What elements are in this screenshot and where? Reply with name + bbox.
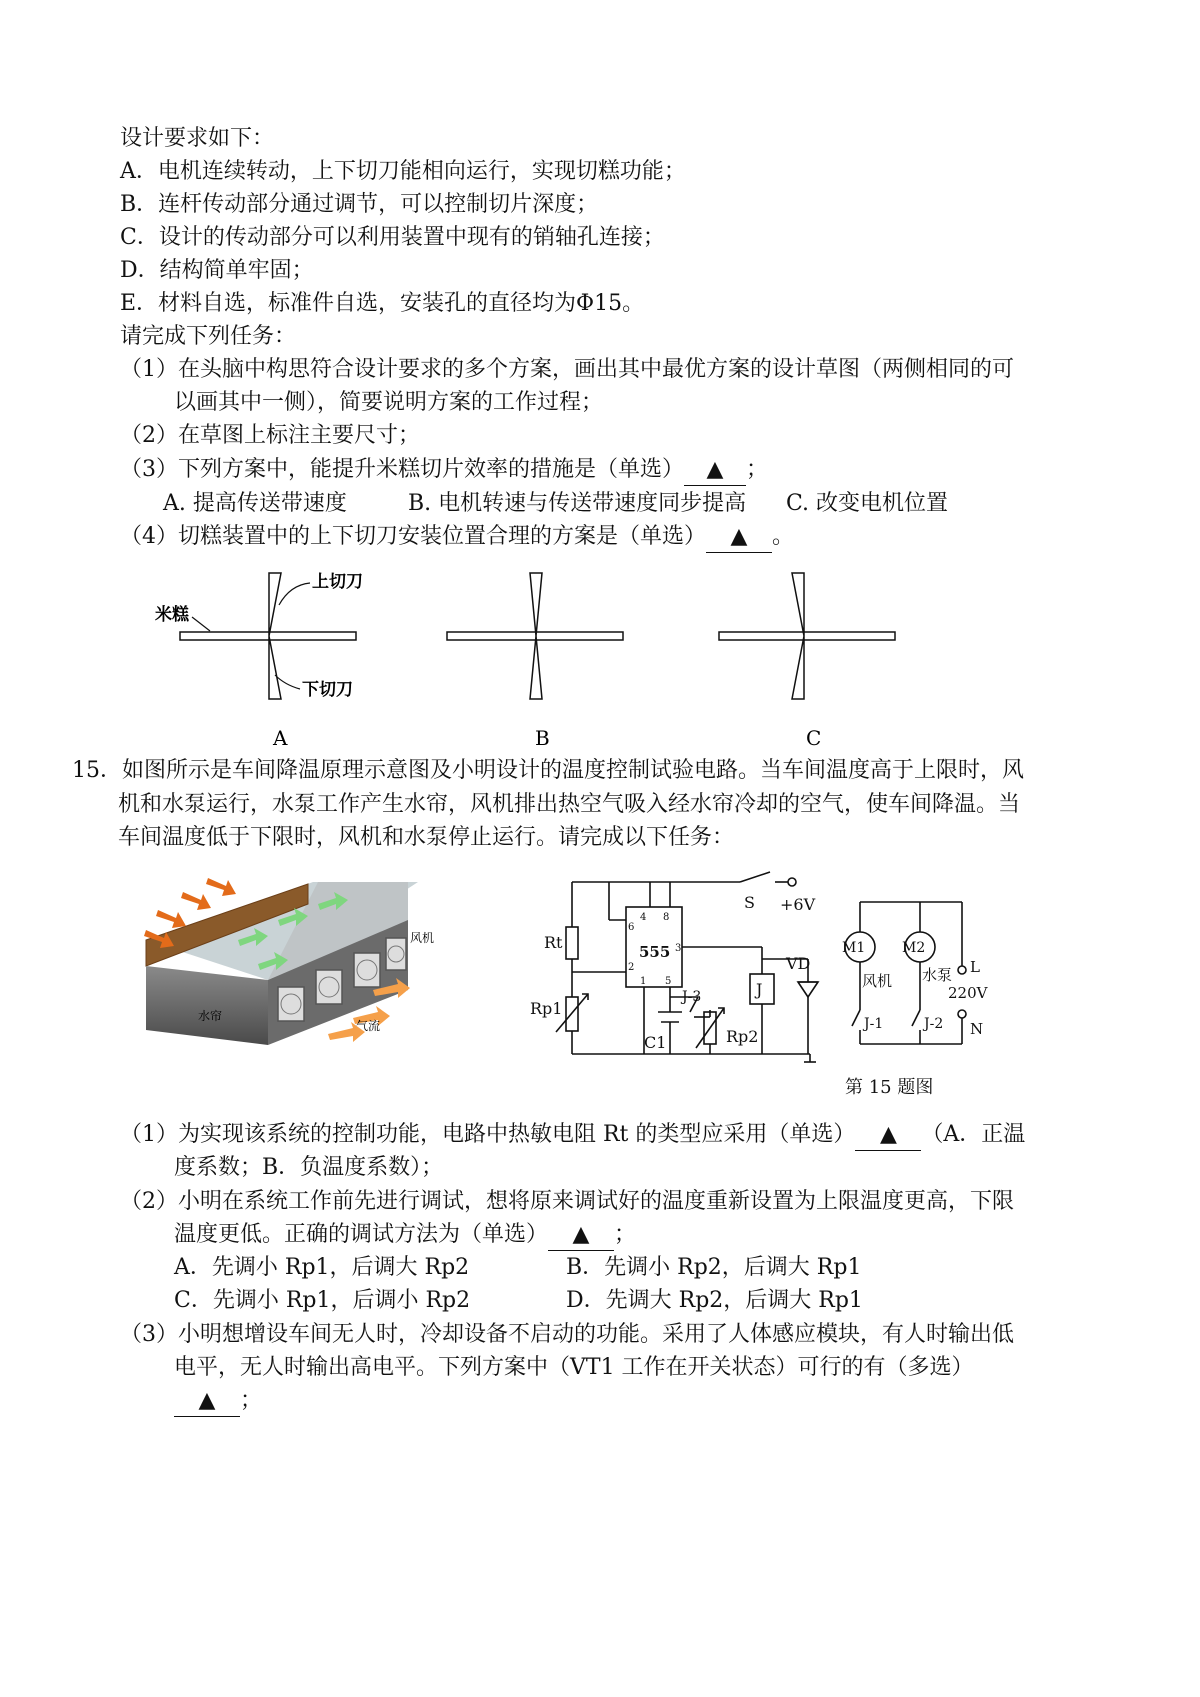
m2-name: 水泵 [922, 966, 953, 984]
q15-task2-prefix: 温度更低。正确的调试方法为（单选） [174, 1222, 549, 1247]
rp1-label: Rp1 [530, 999, 563, 1018]
q14-task3 [120, 455, 768, 486]
q15-task1-line2: 度系数；B．负温度系数）； [174, 1155, 444, 1180]
q14-task4 [120, 522, 794, 553]
option-a-label: A [273, 726, 288, 750]
q14-task3-option-b: B. 电机转速与传送带速度同步提高 [408, 491, 747, 516]
q15-task2-option-a: A．先调小 Rp1，后调大 Rp2 [174, 1255, 470, 1280]
q14-task3-prefix: （3）下列方案中，能提升米糕切片效率的措施是（单选） [120, 457, 684, 482]
rice-cake-label: 米糕 [155, 605, 189, 625]
q15-task3-line3 [174, 1386, 262, 1417]
pin8-label: 8 [663, 912, 670, 923]
temperature-control-circuit [520, 862, 1080, 1072]
relay-label: J [756, 980, 763, 999]
fan-label: 风机 [410, 931, 435, 945]
pin4-label: 4 [640, 912, 647, 923]
q15-intro-line1: 15．如图所示是车间降温原理示意图及小明设计的温度控制试验电路。当车间温度高于上限时，风 [72, 758, 1024, 783]
workshop-cooling-illustration [128, 870, 448, 1060]
requirement-c: C．设计的传动部分可以利用装置中现有的销轴孔连接； [120, 225, 665, 250]
switch-label: S [744, 893, 755, 912]
diode-label: VD [786, 954, 811, 973]
q14-task4-prefix: （4）切糕装置中的上下切刀安装位置合理的方案是（单选） [120, 524, 706, 549]
q15-task3-line1: （3）小明想增设车间无人时，冷却设备不启动的功能。采用了人体感应模块，有人时输出低 [120, 1322, 1015, 1347]
curtain-label: 水帘 [198, 1009, 223, 1023]
pin1-label: 1 [640, 976, 647, 987]
answer-blank[interactable]: ▲ [174, 1386, 240, 1417]
ic-label: 555 [639, 943, 671, 961]
pin3-label: 3 [675, 943, 682, 954]
c1-label: C1 [644, 1033, 667, 1052]
requirement-e: E．材料自选，标准件自选，安装孔的直径均为Φ15。 [120, 291, 645, 316]
option-c-label: C [806, 726, 822, 750]
pin6-label: 6 [628, 922, 635, 933]
q15-intro-line3: 车间温度低于下限时，风机和水泵停止运行。请完成以下任务： [118, 825, 735, 850]
q14-task3-option-c: C. 改变电机位置 [786, 491, 949, 516]
answer-blank[interactable]: ▲ [706, 522, 772, 553]
q15-intro-line2: 机和水泵运行，水泵工作产生水帘，风机排出热空气吸入经水帘冷却的空气，使车间降温。当 [118, 792, 1021, 817]
q14-task2: （2）在草图上标注主要尺寸； [120, 423, 420, 448]
n-label: N [970, 1020, 984, 1038]
answer-blank[interactable]: ▲ [684, 455, 746, 486]
q14-task3-option-a: A. 提高传送带速度 [163, 491, 347, 516]
q14-task4-suffix: 。 [772, 524, 795, 549]
requirement-d: D．结构简单牢固； [120, 258, 314, 283]
rt-label: Rt [544, 933, 563, 952]
pin2-label: 2 [628, 962, 635, 973]
j2-label: J-2 [924, 1016, 944, 1032]
option-b-label: B [535, 726, 550, 750]
q15-task1-prefix: （1）为实现该系统的控制功能，电路中热敏电阻 Rt 的类型应采用（单选） [120, 1122, 856, 1147]
requirements-title: 设计要求如下： [120, 126, 275, 151]
figure-caption: 第 15 题图 [845, 1077, 934, 1098]
m2-label: M2 [902, 940, 926, 956]
lower-blade-label: 下切刀 [302, 680, 353, 700]
rp2-label: Rp2 [726, 1027, 759, 1046]
upper-blade-label: 上切刀 [312, 572, 363, 592]
q15-task2-line2 [174, 1220, 636, 1251]
blade-figure [140, 565, 920, 755]
j1-label: J-1 [864, 1016, 884, 1032]
q15-task3-line2: 电平，无人时输出高电平。下列方案中（VT1 工作在开关状态）可行的有（多选） [174, 1355, 974, 1380]
q15-task2-option-c: C．先调小 Rp1，后调小 Rp2 [174, 1288, 471, 1313]
j3-label: J-3 [682, 989, 702, 1005]
l-label: L [970, 958, 980, 976]
supply-label: +6V [780, 895, 816, 914]
q15-task3-suffix: ； [240, 1388, 263, 1413]
m1-name: 风机 [862, 972, 893, 990]
requirement-a: A．电机连续转动，上下切刀能相向运行，实现切糕功能； [120, 159, 686, 184]
answer-blank[interactable]: ▲ [548, 1220, 614, 1251]
q15-task1-line1 [120, 1120, 1025, 1151]
q14-task1-line1: （1）在头脑中构思符合设计要求的多个方案，画出其中最优方案的设计草图（两侧相同的可 [120, 357, 1015, 382]
q15-task2-suffix: ； [614, 1222, 637, 1247]
airflow-label: 气流 [356, 1019, 381, 1033]
m1-label: M1 [842, 940, 866, 956]
tasks-title: 请完成下列任务： [120, 324, 297, 349]
pin5-label: 5 [665, 976, 672, 987]
q15-task2-line1: （2）小明在系统工作前先进行调试，想将原来调试好的温度重新设置为上限温度更高，下限 [120, 1189, 1015, 1214]
ac-label: 220V [948, 984, 988, 1002]
q15-task1-suffix: （A．正温 [921, 1122, 1026, 1147]
q14-task3-suffix: ； [746, 457, 769, 482]
q15-task2-option-b: B．先调小 Rp2，后调大 Rp1 [566, 1255, 862, 1280]
q14-task1-line2: 以画其中一侧），简要说明方案的工作过程； [174, 390, 604, 415]
answer-blank[interactable]: ▲ [855, 1120, 921, 1151]
requirement-b: B．连杆传动部分通过调节，可以控制切片深度； [120, 192, 599, 217]
q15-task2-option-d: D．先调大 Rp2，后调大 Rp1 [566, 1288, 863, 1313]
